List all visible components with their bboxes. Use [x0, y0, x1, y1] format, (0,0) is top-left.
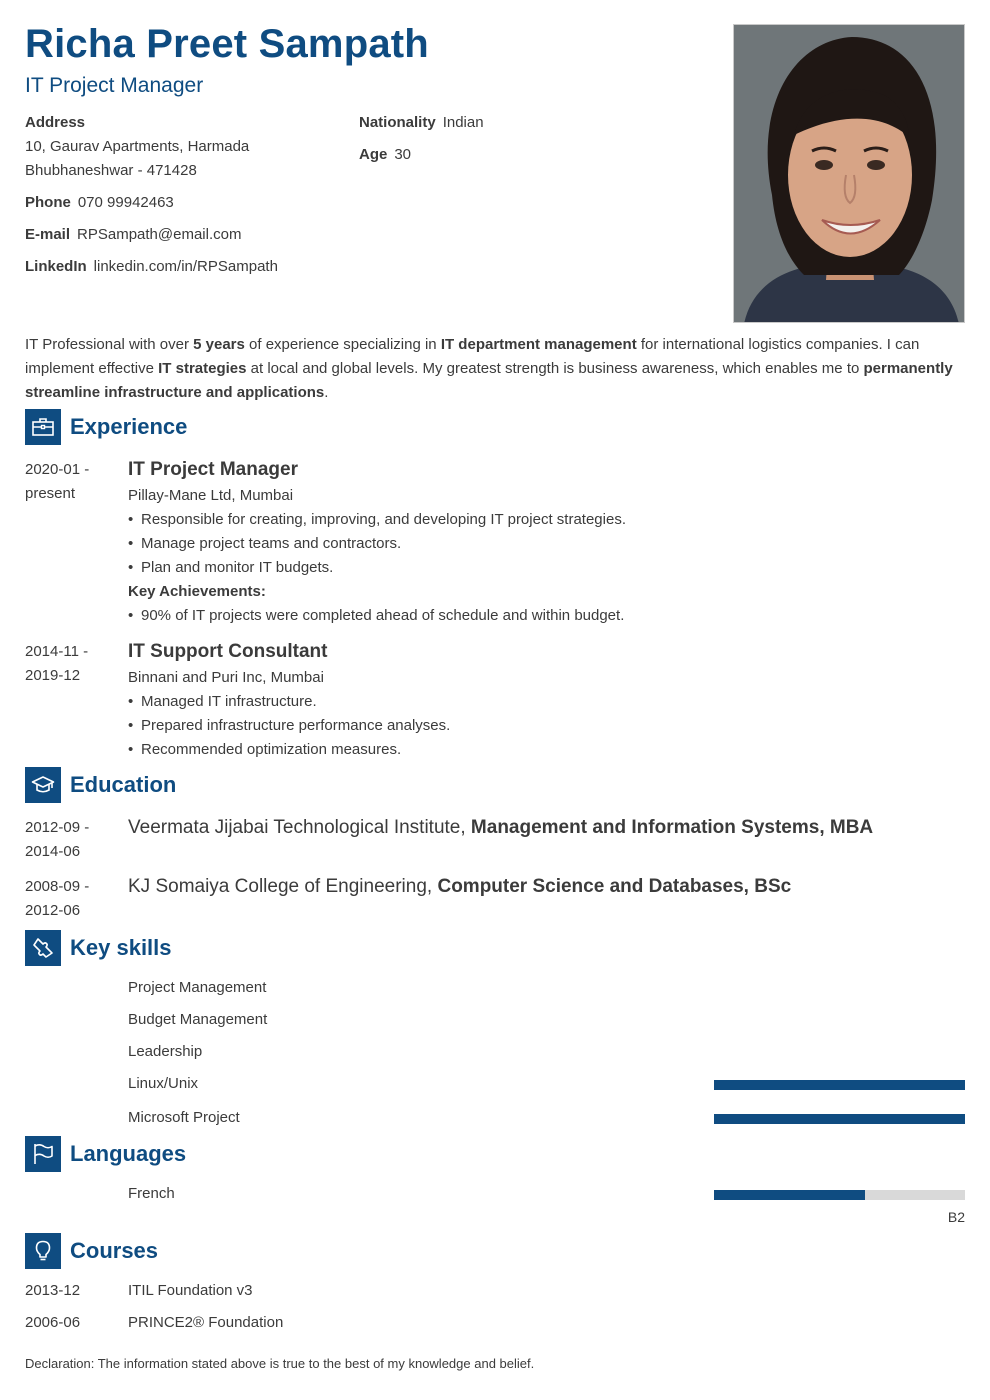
achievements-label: Key Achievements:	[128, 583, 266, 600]
list-item: • Managed IT infrastructure.	[128, 690, 965, 714]
job-company: Pillay-Mane Ltd, Mumbai	[128, 487, 294, 504]
candidate-name: Richa Preet Sampath	[25, 22, 429, 66]
education-date: 2008-09 - 2012-06	[25, 878, 90, 919]
age-row	[359, 143, 411, 167]
education-entry: Veermata Jijabai Technological Institute, Management and Information Systems, MBA	[128, 817, 874, 838]
job-date: 2020-01 - present	[25, 461, 90, 502]
job-company: Binnani and Puri Inc, Mumbai	[128, 669, 324, 686]
nationality-label: Nationality	[359, 114, 436, 131]
graduation-cap-icon	[25, 767, 61, 803]
skill-level-fill	[714, 1114, 965, 1124]
list-item: • 90% of IT projects were completed ahead of schedule and within budget.	[128, 604, 965, 628]
skill-level-bar	[714, 1080, 965, 1090]
skill-name: Microsoft Project	[128, 1109, 240, 1126]
language-level-label: B2	[947, 1209, 965, 1225]
address-block	[25, 111, 249, 183]
section-experience	[25, 409, 187, 445]
section-title-skills: Key skills	[70, 935, 172, 960]
nationality-value: Indian	[442, 114, 484, 131]
portrait-illustration	[734, 25, 965, 323]
section-title-languages: Languages	[70, 1141, 187, 1166]
section-languages	[25, 1136, 186, 1172]
language-level-bar	[714, 1190, 965, 1200]
section-courses	[25, 1233, 158, 1269]
puzzle-icon	[25, 930, 61, 966]
flag-icon	[25, 1136, 61, 1172]
list-item: • Plan and monitor IT budgets.	[128, 556, 965, 580]
section-title-experience: Experience	[70, 414, 188, 439]
section-title-education: Education	[70, 772, 177, 797]
course-name: ITIL Foundation v3	[128, 1282, 253, 1299]
list-item: • Manage project teams and contractors.	[128, 532, 965, 556]
linkedin-row	[25, 255, 278, 279]
skill-name: Budget Management	[128, 1011, 268, 1028]
list-item: • Responsible for creating, improving, and developing IT project strategies.	[128, 508, 965, 532]
job-entry	[128, 640, 965, 762]
language-name: French	[128, 1185, 175, 1202]
job-title: IT Project Manager	[128, 459, 298, 480]
section-skills	[25, 930, 172, 966]
education-date: 2012-09 - 2014-06	[25, 819, 90, 860]
job-date: 2014-11 - 2019-12	[25, 643, 89, 684]
nationality-row	[359, 111, 484, 135]
email-value[interactable]: RPSampath@email.com	[77, 226, 242, 243]
linkedin-value[interactable]: linkedin.com/in/RPSampath	[93, 258, 278, 275]
skill-name: Linux/Unix	[128, 1075, 199, 1092]
declaration: Declaration: The information stated above is true to the best of my knowledge and belief.	[25, 1356, 535, 1371]
phone-row	[25, 191, 174, 215]
job-achievements	[128, 604, 965, 628]
job-title: IT Support Consultant	[128, 641, 328, 662]
candidate-role: IT Project Manager	[25, 74, 204, 97]
phone-value: 070 99942463	[77, 194, 174, 211]
skill-name: Project Management	[128, 979, 267, 996]
address-line2: Bhubhaneshwar - 471428	[25, 162, 197, 179]
job-duties	[128, 690, 965, 762]
language-level-fill	[714, 1190, 865, 1200]
section-education	[25, 767, 176, 803]
job-duties	[128, 508, 965, 580]
lightbulb-icon	[25, 1233, 61, 1269]
course-name: PRINCE2® Foundation	[128, 1314, 284, 1331]
address-line1: 10, Gaurav Apartments, Harmada	[25, 138, 250, 155]
email-label: E-mail	[25, 226, 71, 243]
briefcase-icon	[25, 409, 61, 445]
skill-level-fill	[714, 1080, 965, 1090]
list-item: • Recommended optimization measures.	[128, 738, 965, 762]
education-entry: KJ Somaiya College of Engineering, Computer Science and Databases, BSc	[128, 876, 792, 897]
linkedin-label: LinkedIn	[25, 258, 87, 275]
address-label: Address	[25, 114, 86, 131]
section-title-courses: Courses	[70, 1238, 159, 1263]
email-row	[25, 223, 241, 247]
profile-summary: IT Professional with over 5 years of experience specializing in IT department management for international logistics companies. I can implement effective IT strategies at local and global levels. My greatest strength is business awareness, which enables me to permanently streamline infrastructure and applications.	[25, 336, 953, 401]
age-value: 30	[394, 146, 412, 163]
age-label: Age	[359, 146, 388, 163]
phone-label: Phone	[25, 194, 71, 211]
skill-name: Leadership	[128, 1043, 203, 1060]
skill-level-bar	[714, 1114, 965, 1124]
course-date: 2013-12	[25, 1282, 81, 1299]
course-date: 2006-06	[25, 1314, 81, 1331]
job-entry	[128, 458, 965, 628]
profile-photo	[733, 24, 965, 323]
list-item: • Prepared infrastructure performance analyses.	[128, 714, 965, 738]
